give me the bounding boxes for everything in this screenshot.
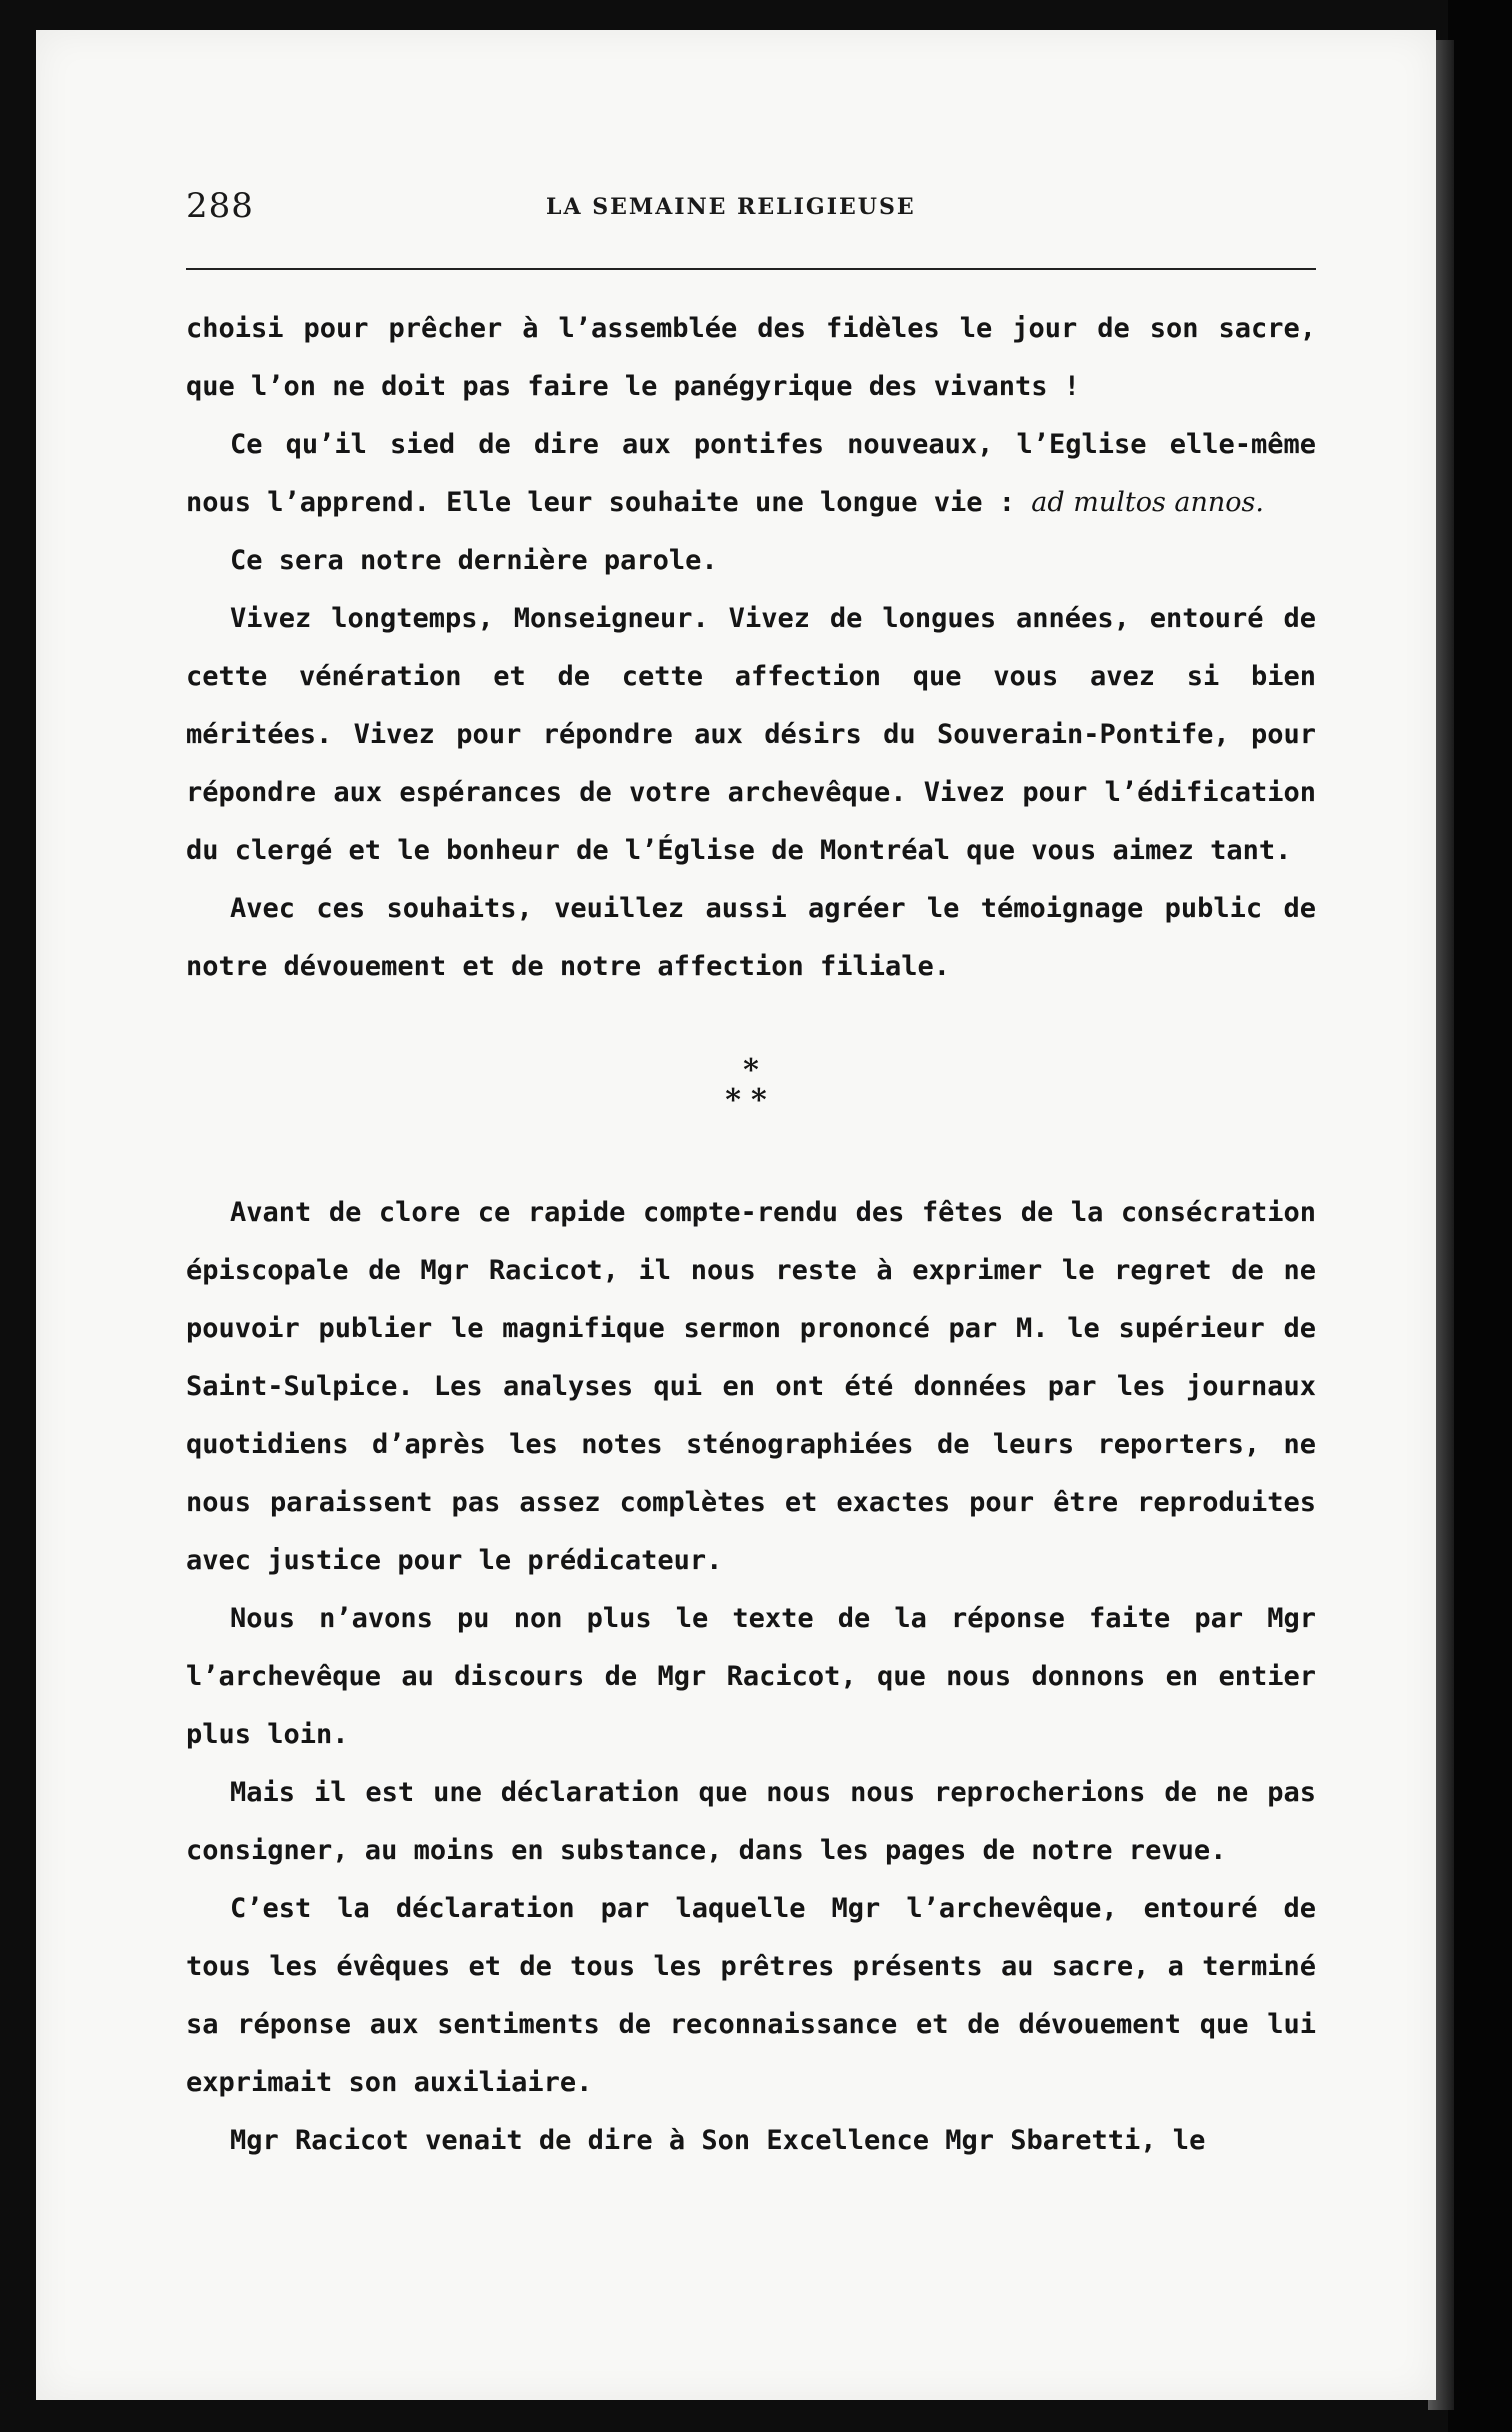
paragraph: Nous n’avons pu non plus le texte de la réponse faite par Mgr l’archevêque au discours de Mgr Racicot, que nous donnons en entier plus loin.	[186, 1603, 1316, 1750]
paragraph: Ce sera notre dernière parole.	[230, 545, 718, 576]
paragraph: Mais il est une déclaration que nous nous reprocherions de ne pas consigner, au moins en substance, dans les pages de notre revue.	[186, 1777, 1316, 1866]
scan-border	[1448, 0, 1512, 2432]
paragraph-text: Ce qu’il sied de dire aux pontifes nouveaux, l’Eglise elle-même nous l’apprend. Elle leur souhaite une longue vie :	[186, 429, 1316, 518]
paragraph: C’est la déclaration par laquelle Mgr l’archevêque, entouré de tous les évêques et de tous les prêtres présents au sacre, a terminé sa réponse aux sentiments de reconnaissance et de dévouement que lui exprimait son auxiliaire.	[186, 1893, 1316, 2098]
body-text	[186, 300, 1316, 2170]
paragraph: Mgr Racicot venait de dire à Son Excellence Mgr Sbaretti, le	[230, 2125, 1206, 2156]
page-header	[186, 186, 1316, 246]
paragraph: choisi pour prêcher à l’assemblée des fidèles le jour de son sacre, que l’on ne doit pas faire le panégyrique des vivants !	[186, 313, 1316, 402]
paragraph: Avec ces souhaits, veuillez aussi agréer le témoignage public de notre dévouement et de notre affection filiale.	[186, 893, 1316, 982]
asterism-top: *	[743, 1053, 759, 1088]
header-rule	[186, 268, 1316, 270]
asterism	[186, 1053, 1316, 1118]
asterism-bottom: **	[725, 1083, 777, 1118]
paragraph: Avant de clore ce rapide compte-rendu des fêtes de la consécration épiscopale de Mgr Racicot, il nous reste à exprimer le regret de ne pouvoir publier le magnifique sermon prononcé par M. le supérieur de Saint-Sulpice. Les analyses qui en ont été données par les journaux quotidiens d’après les notes sténographiées de leurs reporters, ne nous paraissent pas assez complètes et exactes pour être reproduites avec justice pour le prédicateur.	[186, 1197, 1316, 1576]
page-number: 288	[186, 186, 254, 226]
running-title: LA SEMAINE RELIGIEUSE	[546, 194, 916, 220]
paragraph: Vivez longtemps, Monseigneur. Vivez de longues années, entouré de cette vénération et de cette affection que vous avez si bien méritées. Vivez pour répondre aux désirs du Souverain-Pontife, pour répondre aux espérances de votre archevêque. Vivez pour l’édification du clergé et le bonheur de l’Église de Montréal que vous aimez tant.	[186, 603, 1316, 866]
latin-phrase: ad multos annos.	[1031, 487, 1265, 518]
paragraph	[186, 416, 1316, 532]
